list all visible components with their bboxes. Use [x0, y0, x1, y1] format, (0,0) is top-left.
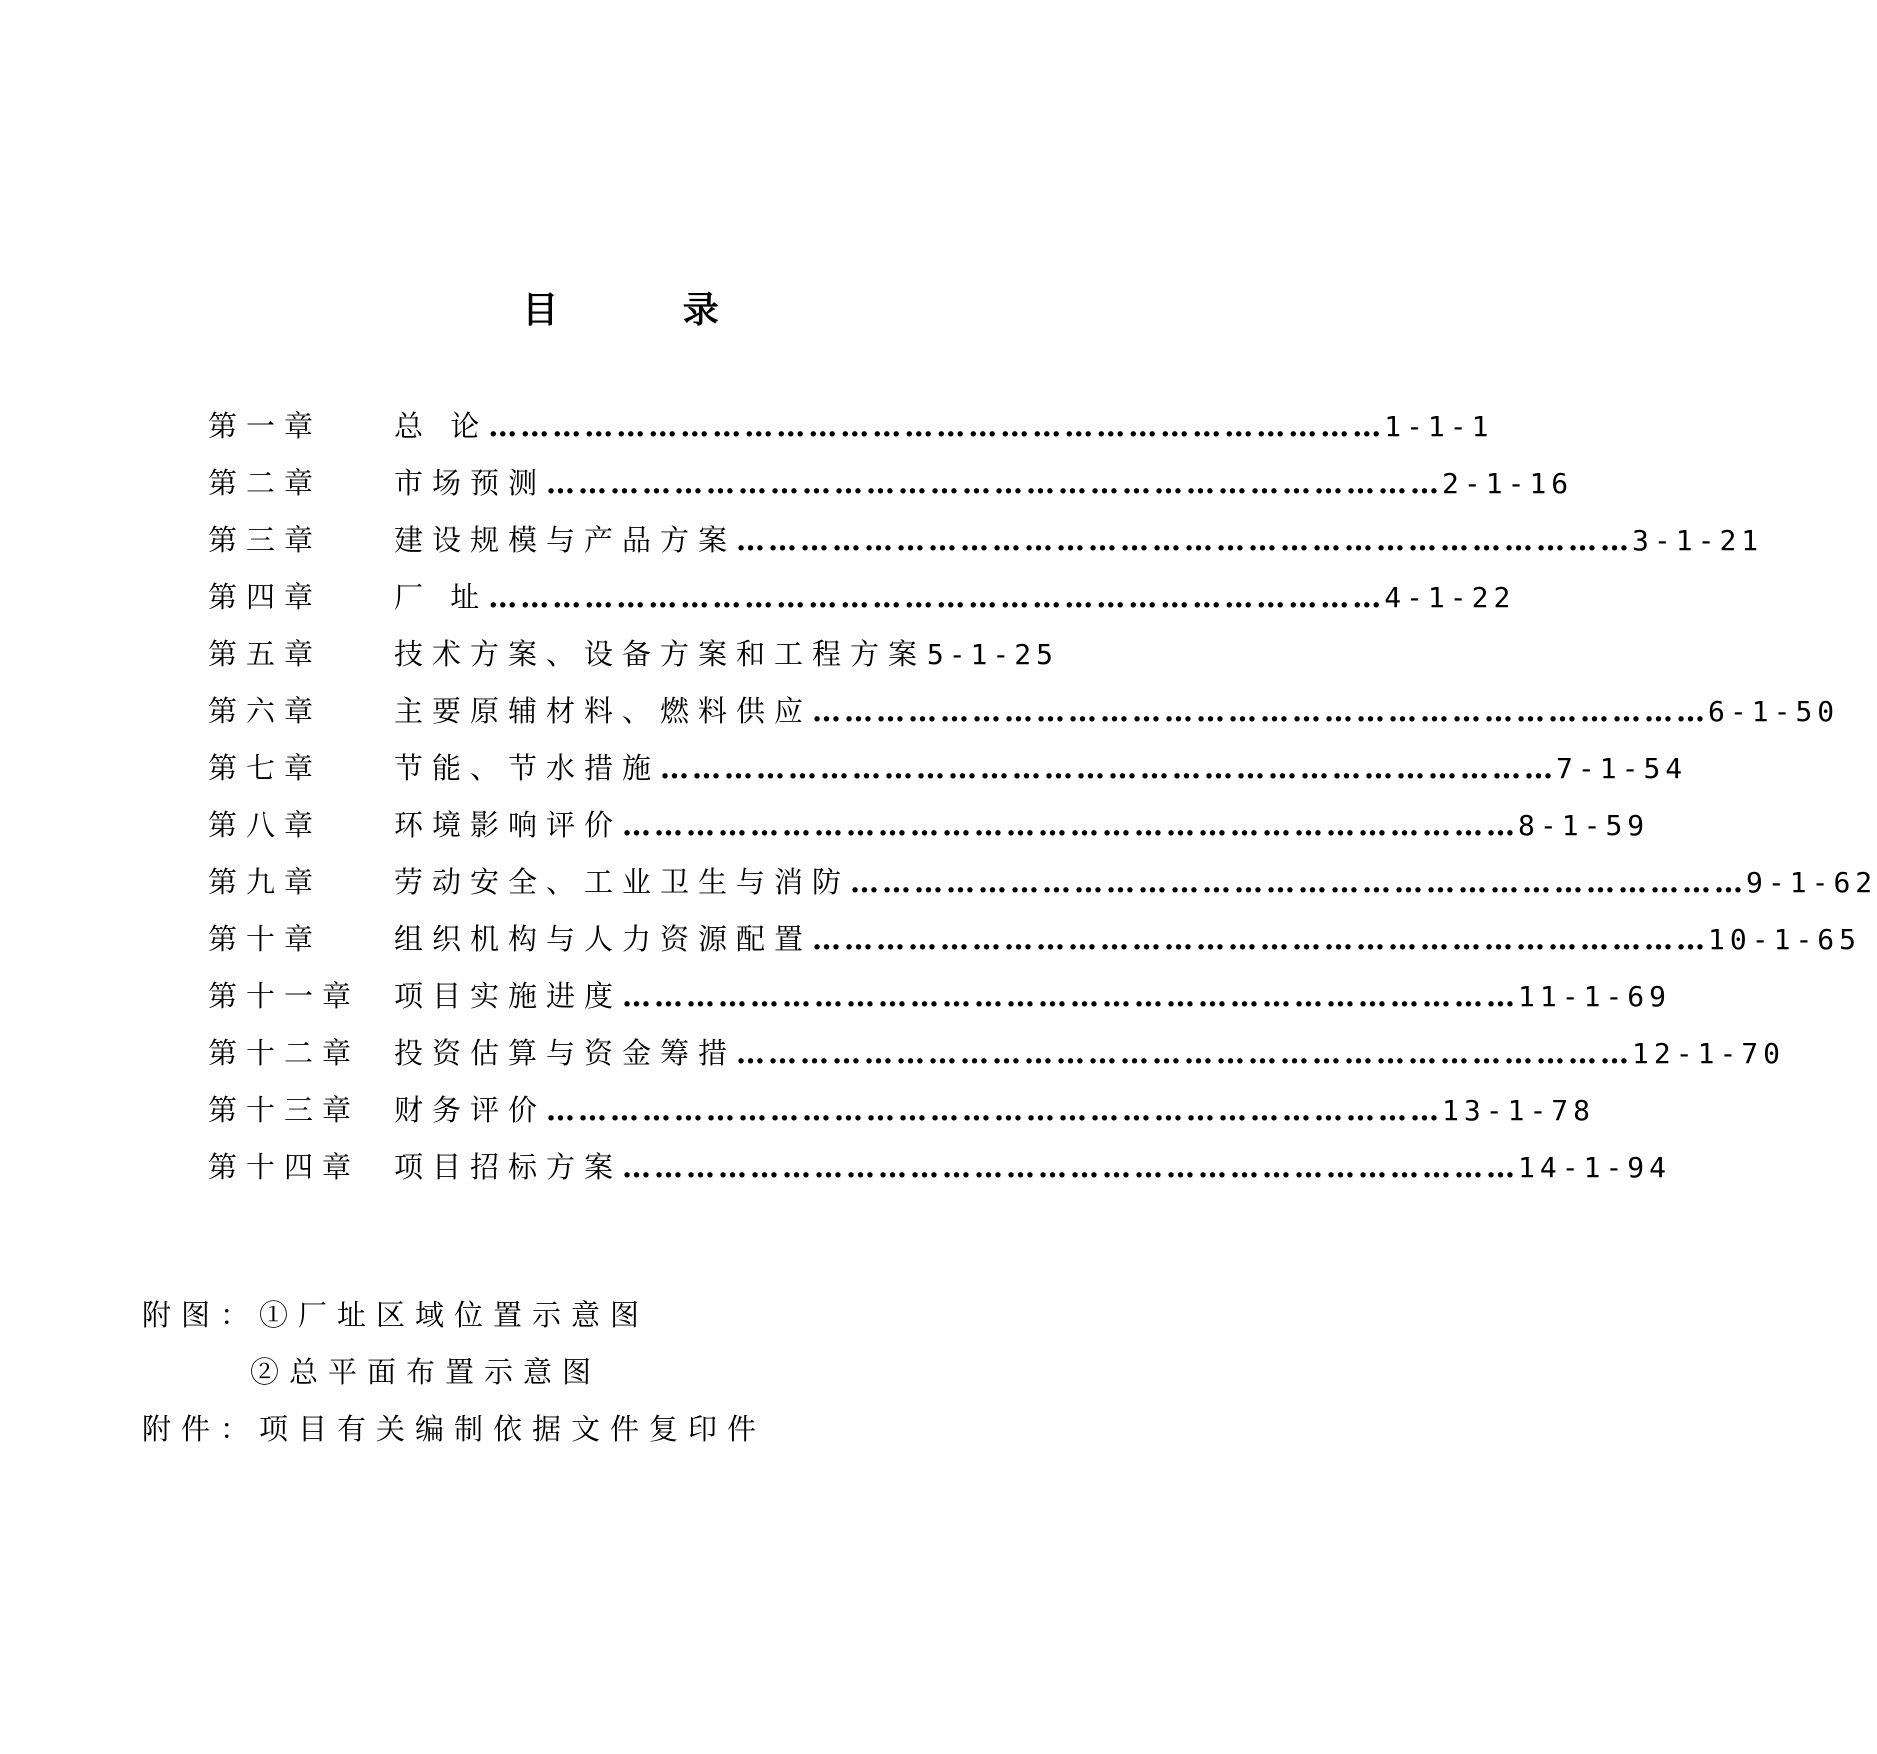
toc-row	[208, 862, 1877, 902]
appendix-figure-item: ①厂址区域位置示意图	[259, 1298, 650, 1332]
toc-entry	[394, 976, 1672, 1017]
toc-chapter-label: 第十一章	[208, 979, 361, 1013]
toc-chapter-label: 第四章	[208, 580, 323, 614]
toc-page-number: 11-1-69	[1518, 980, 1672, 1013]
toc-entry-title: 环境影响评价	[394, 808, 623, 842]
toc-entry-title: 厂 址	[394, 580, 489, 614]
toc-page-number: 3-1-21	[1632, 524, 1764, 557]
toc-chapter-label: 第十四章	[208, 1150, 361, 1184]
toc-entry-title: 项目实施进度	[394, 979, 623, 1013]
toc-entry	[394, 862, 1877, 903]
toc-entry-title: 劳动安全、工业卫生与消防	[394, 865, 851, 899]
toc-page-number: 9-1-62	[1746, 866, 1877, 899]
toc-leader-dots: …………………………………………………………………………	[812, 694, 1709, 728]
toc-leader-dots: …………………………………………………………………………	[736, 523, 1633, 557]
toc-row	[208, 919, 1862, 959]
toc-entry	[394, 805, 1650, 846]
toc-entry-title: 节能、节水措施	[394, 751, 661, 785]
toc-entry	[394, 577, 1516, 618]
toc-page-number: 12-1-70	[1632, 1037, 1786, 1070]
toc-entry-title: 建设规模与产品方案	[394, 523, 737, 557]
toc-page-number: 10-1-65	[1708, 923, 1862, 956]
toc-entry-title: 财务评价	[394, 1093, 547, 1127]
toc-leader-dots: …………………………………………………………………………	[546, 466, 1443, 500]
toc-entry-title: 技术方案、设备方案和工程方案	[394, 637, 927, 671]
toc-chapter-label: 第八章	[208, 808, 323, 842]
appendix-attachments	[142, 1409, 766, 1449]
toc-row	[208, 691, 1840, 731]
toc-chapter-label: 第五章	[208, 637, 323, 671]
toc-entry-title: 投资估算与资金筹措	[394, 1036, 737, 1070]
toc-entry	[394, 463, 1574, 504]
toc-leader-dots: …………………………………………………………………………	[622, 979, 1519, 1013]
appendix-figure-item: ②总平面布置示意图	[250, 1355, 602, 1389]
toc-page-number: 13-1-78	[1442, 1094, 1596, 1127]
appendix-attachments-text: 项目有关编制依据文件复印件	[259, 1412, 767, 1446]
toc-page-number: 1-1-1	[1384, 410, 1494, 443]
document-title: 目 录	[522, 289, 775, 331]
toc-row	[208, 1147, 1672, 1187]
toc-row	[208, 634, 1058, 674]
toc-entry	[394, 691, 1840, 732]
toc-entry-title: 主要原辅材料、燃料供应	[394, 694, 813, 728]
toc-row	[208, 976, 1672, 1016]
toc-row	[208, 1033, 1786, 1073]
toc-leader-dots: …………………………………………………………………………	[622, 808, 1519, 842]
toc-leader-dots: …………………………………………………………………………	[812, 922, 1709, 956]
toc-chapter-label: 第七章	[208, 751, 323, 785]
toc-page-number: 14-1-94	[1518, 1151, 1672, 1184]
appendix-figures	[142, 1295, 649, 1335]
toc-leader-dots: …………………………………………………………………………	[488, 580, 1385, 614]
toc-chapter-label: 第六章	[208, 694, 323, 728]
toc-leader-dots: …………………………………………………………………………	[660, 751, 1557, 785]
toc-page-number: 4-1-22	[1384, 581, 1516, 614]
toc-chapter-label: 第十二章	[208, 1036, 361, 1070]
toc-page-number: 5-1-25	[926, 638, 1058, 671]
toc-row	[208, 520, 1764, 560]
toc-entry-title: 组织机构与人力资源配置	[394, 922, 813, 956]
toc-leader-dots: …………………………………………………………………………	[850, 865, 1747, 899]
toc-chapter-label: 第一章	[208, 409, 323, 443]
toc-entry-title: 市场预测	[394, 466, 547, 500]
appendix-figures-label: 附图：	[142, 1298, 260, 1332]
toc-leader-dots: …………………………………………………………………………	[546, 1093, 1443, 1127]
appendix-attachments-label: 附件：	[142, 1412, 260, 1446]
toc-chapter-label: 第二章	[208, 466, 323, 500]
toc-entry	[394, 1147, 1672, 1188]
toc-page-number: 8-1-59	[1518, 809, 1650, 842]
toc-page-number: 6-1-50	[1708, 695, 1840, 728]
toc-entry-title: 项目招标方案	[394, 1150, 623, 1184]
toc-entry	[394, 1090, 1596, 1131]
toc-entry	[394, 1033, 1786, 1074]
toc-row	[208, 1090, 1596, 1130]
toc-leader-dots: …………………………………………………………………………	[488, 409, 1385, 443]
toc-entry	[394, 406, 1494, 447]
toc-entry	[394, 919, 1862, 960]
toc-row	[208, 805, 1650, 845]
toc-row	[208, 748, 1688, 788]
toc-entry	[394, 748, 1688, 789]
toc-chapter-label: 第十章	[208, 922, 323, 956]
toc-page-number: 7-1-54	[1556, 752, 1688, 785]
toc-chapter-label: 第九章	[208, 865, 323, 899]
toc-entry	[394, 520, 1764, 561]
toc-page-number: 2-1-16	[1442, 467, 1574, 500]
toc-row	[208, 406, 1494, 446]
toc-row	[208, 463, 1574, 503]
toc-entry	[394, 634, 1058, 675]
toc-entry-title: 总 论	[394, 409, 489, 443]
toc-row	[208, 577, 1516, 617]
toc-leader-dots: …………………………………………………………………………	[736, 1036, 1633, 1070]
toc-chapter-label: 第三章	[208, 523, 323, 557]
toc-chapter-label: 第十三章	[208, 1093, 361, 1127]
toc-leader-dots: …………………………………………………………………………	[622, 1150, 1519, 1184]
